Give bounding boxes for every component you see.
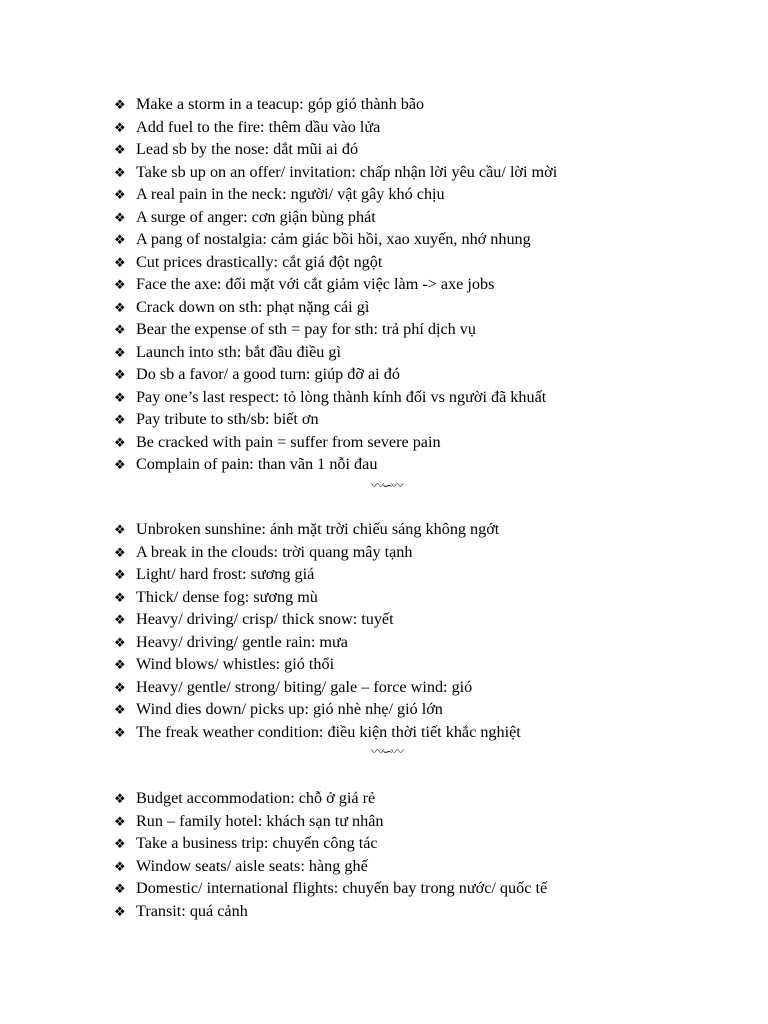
list-item (114, 608, 734, 631)
list-item-text: A pang of nostalgia: cảm giác bồi hồi, xao xuyến, nhớ nhung (136, 230, 531, 248)
list-item-text: Pay tribute to sth/sb: biết ơn (136, 410, 319, 428)
list-item (114, 563, 734, 586)
list-item (114, 900, 734, 923)
list-item (114, 116, 734, 139)
list-item-text: Unbroken sunshine: ánh mặt trời chiếu sáng không ngớt (136, 520, 500, 538)
list-item (114, 541, 734, 564)
diamond-bullet-icon: ❖ (114, 544, 126, 560)
list-item (114, 363, 734, 386)
list-item-text: Crack down on sth: phạt nặng cái gì (136, 297, 370, 316)
diamond-bullet-icon: ❖ (114, 299, 126, 315)
list-item (114, 431, 734, 454)
diamond-bullet-icon: ❖ (114, 254, 126, 270)
list-item-text: Complain of pain: than vãn 1 nỗi đau (136, 455, 378, 473)
list-item (114, 318, 734, 341)
list-item-text: Wind blows/ whistles: gió thổi (136, 655, 335, 673)
diamond-bullet-icon: ❖ (114, 657, 126, 672)
vocab-section-idioms (114, 93, 734, 476)
list-item-text: A surge of anger: cơn giận bùng phát (136, 207, 376, 226)
diamond-bullet-icon: ❖ (114, 836, 126, 851)
list-item-text: Cut prices drastically: cắt giá đột ngột (136, 252, 383, 271)
list-item (114, 273, 734, 296)
list-item-text: Launch into sth: bắt đầu điều gì (136, 342, 341, 361)
list-item (114, 251, 734, 274)
list-item (114, 653, 734, 676)
diamond-bullet-icon: ❖ (114, 702, 126, 717)
list-item (114, 296, 734, 319)
diamond-bullet-icon: ❖ (114, 881, 126, 896)
list-item-text: Take sb up on an offer/ invitation: chấp nhận lời yêu cầu/ lời mời (136, 162, 558, 181)
list-item-text: A real pain in the neck: người/ vật gây khó chịu (136, 185, 445, 203)
list-item (114, 855, 734, 878)
list-item (114, 453, 734, 476)
list-item-text: Lead sb by the nose: dắt mũi ai đó (136, 140, 359, 158)
list-item (114, 206, 734, 229)
diamond-bullet-icon: ❖ (114, 434, 126, 450)
diamond-bullet-icon: ❖ (114, 232, 126, 247)
list-item (114, 518, 734, 541)
list-item (114, 810, 734, 833)
list-item (114, 586, 734, 609)
list-item-text: Budget accommodation: chỗ ở giá rẻ (136, 789, 376, 807)
list-item-text: Heavy/ driving/ gentle rain: mưa (136, 632, 348, 651)
list-item (114, 341, 734, 364)
list-item-text: Window seats/ aisle seats: hàng ghế (136, 856, 368, 875)
diamond-bullet-icon: ❖ (114, 389, 126, 405)
diamond-bullet-icon: ❖ (114, 412, 126, 427)
diamond-bullet-icon: ❖ (114, 119, 126, 135)
list-item (114, 93, 734, 116)
diamond-bullet-icon: ❖ (114, 813, 126, 829)
list-item (114, 676, 734, 699)
list-item-text: Pay one’s last respect: tỏ lòng thành kính đối vs người đã khuất (136, 387, 547, 406)
list-item (114, 631, 734, 654)
list-item (114, 386, 734, 409)
list-item-text: Do sb a favor/ a good turn: giúp đỡ ai đó (136, 365, 400, 383)
diamond-bullet-icon: ❖ (114, 322, 126, 337)
diamond-bullet-icon: ❖ (114, 679, 126, 695)
list-item-text: Heavy/ driving/ crisp/ thick snow: tuyết (136, 610, 394, 628)
list-item-text: Add fuel to the fire: thêm dầu vào lửa (136, 117, 381, 136)
list-item (114, 877, 734, 900)
ornament-divider-icon: 〰∽〰 (371, 744, 402, 759)
diamond-bullet-icon: ❖ (114, 367, 126, 382)
list-item-text: Heavy/ gentle/ strong/ biting/ gale – force wind: gió (136, 677, 473, 696)
diamond-bullet-icon: ❖ (114, 187, 126, 202)
list-item-text: Domestic/ international flights: chuyến bay trong nước/ quốc tế (136, 879, 548, 897)
diamond-bullet-icon: ❖ (114, 567, 126, 582)
list-item-text: The freak weather condition: điều kiện thời tiết khắc nghiệt (136, 722, 521, 741)
vocab-section-weather (114, 518, 734, 743)
list-item (114, 832, 734, 855)
list-item (114, 721, 734, 744)
list-item (114, 228, 734, 251)
diamond-bullet-icon: ❖ (114, 142, 126, 157)
list-item (114, 183, 734, 206)
diamond-bullet-icon: ❖ (114, 858, 126, 874)
list-item-text: Transit: quá cảnh (136, 901, 248, 920)
diamond-bullet-icon: ❖ (114, 457, 126, 472)
ornament-divider-icon: 〰∽〰 (371, 478, 402, 493)
list-item-text: Be cracked with pain = suffer from severe pain (136, 432, 441, 451)
list-item-text: Thick/ dense fog: sương mù (136, 587, 318, 606)
list-item (114, 698, 734, 721)
list-item-text: Take a business trip: chuyến công tác (136, 834, 378, 852)
list-item (114, 787, 734, 810)
diamond-bullet-icon: ❖ (114, 791, 126, 806)
diamond-bullet-icon: ❖ (114, 612, 126, 627)
diamond-bullet-icon: ❖ (114, 903, 126, 919)
list-item-text: Bear the expense of sth = pay for sth: trả phí dịch vụ (136, 320, 476, 338)
vocab-section-travel (114, 787, 734, 922)
diamond-bullet-icon: ❖ (114, 164, 126, 180)
list-item-text: Face the axe: đối mặt với cắt giảm việc làm -> axe jobs (136, 275, 495, 293)
list-item-text: Run – family hotel: khách sạn tư nhân (136, 811, 384, 830)
diamond-bullet-icon: ❖ (114, 634, 126, 650)
diamond-bullet-icon: ❖ (114, 344, 126, 360)
list-item (114, 161, 734, 184)
diamond-bullet-icon: ❖ (114, 97, 126, 112)
list-item (114, 408, 734, 431)
diamond-bullet-icon: ❖ (114, 209, 126, 225)
list-item-text: Wind dies down/ picks up: gió nhè nhẹ/ gió lớn (136, 700, 443, 718)
diamond-bullet-icon: ❖ (114, 724, 126, 740)
diamond-bullet-icon: ❖ (114, 522, 126, 537)
diamond-bullet-icon: ❖ (114, 277, 126, 292)
list-item (114, 138, 734, 161)
list-item-text: Light/ hard frost: sương giá (136, 565, 315, 583)
list-item-text: Make a storm in a teacup: góp gió thành bão (136, 95, 425, 113)
diamond-bullet-icon: ❖ (114, 589, 126, 605)
list-item-text: A break in the clouds: trời quang mây tạnh (136, 542, 413, 561)
